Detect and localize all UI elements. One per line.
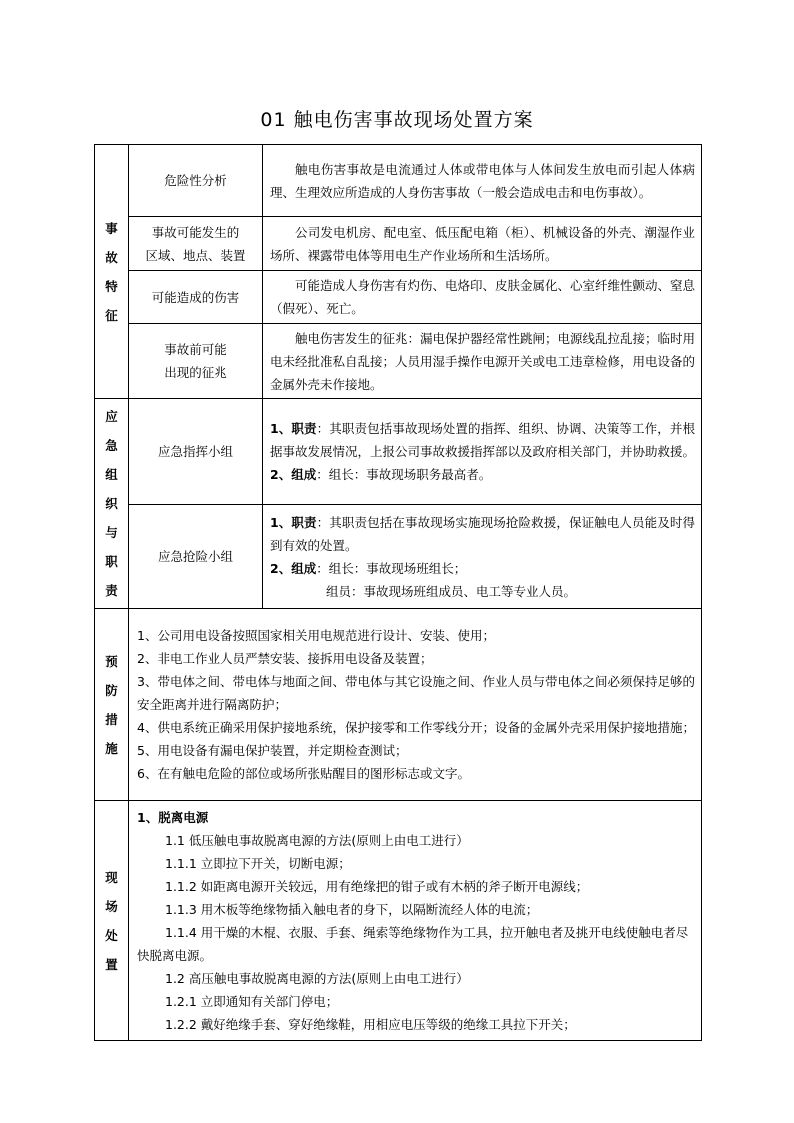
onsite-procedures [129,801,702,1041]
item-possible-locations: 事故可能发生的 区域、地点、装置 [129,217,263,271]
item-rescue-group: 应急抢险小组 [129,505,263,609]
prevention-item: 4、供电系统正确采用保护接地系统，保护接零和工作零线分开；设备的金属外壳采用保护接地措施； [137,720,695,735]
onsite-line: 1.1.4 用干燥的木棍、衣服、手套、绳索等绝缘物作为工具，拉开触电者及挑开电线使触电者尽快脱离电源。 [137,924,689,963]
prevention-item: 6、在有触电危险的部位或场所张贴醒目的图形标志或文字。 [137,766,470,781]
prevention-measures [129,609,702,801]
text-hazard-analysis: 触电伤害事故是电流通过人体或带电体与人体间发生放电而引起人体病理、生理效应所造成的人身伤害事故（一般会造成电击和电伤事故）。 [263,145,702,217]
item-command-group: 应急指挥小组 [129,399,263,505]
onsite-line: 1.1 低压触电事故脱离电源的方法(原则上由电工进行） [165,832,469,848]
prevention-item: 1、公司用电设备按照国家相关用电规范进行设计、安装、使用； [137,628,495,643]
category-prevention: 预 防 措 施 [95,609,129,801]
onsite-line: 1.2.2 戴好绝缘手套、穿好绝缘鞋，用相应电压等级的绝缘工具拉下开关； [165,1016,576,1032]
item-warning-signs: 事故前可能 出现的征兆 [129,324,263,399]
onsite-line: 1.1.3 用木板等绝缘物插入触电者的身下，以隔断流经人体的电流； [165,901,539,917]
prevention-item: 5、用电设备有漏电保护装置，并定期检查测试； [137,743,408,758]
category-onsite-handling: 现 场 处 置 [95,801,129,1041]
onsite-line: 1.2.1 立即通知有关部门停电； [165,993,339,1009]
text-warning-signs: 触电伤害发生的征兆：漏电保护器经常性跳闸；电源线乱拉乱接；临时用电未经批准私自乱接；人员用湿手操作电源开关或电工违章检修，用电设备的金属外壳未作接地。 [263,324,702,399]
onsite-heading: 1、脱离电源 [137,809,209,825]
onsite-line: 1.2 高压触电事故脱离电源的方法(原则上由电工进行） [165,970,469,986]
item-hazard-analysis: 危险性分析 [129,145,263,217]
category-accident-features: 事 故 特 征 [95,145,129,399]
prevention-item: 3、带电体之间、带电体与地面之间、带电体与其它设施之间、作业人员与带电体之间必须保持足够的安全距离并进行隔离防护； [137,674,695,712]
category-emergency-organization: 应 急 组 织 与 职 责 [95,399,129,609]
onsite-line: 1.1.2 如距离电源开关较远，用有绝缘把的钳子或有木柄的斧子断开电源线； [165,878,589,894]
document-title: 01 触电伤害事故现场处置方案 [260,109,534,131]
plan-table [94,144,702,1041]
item-possible-injuries: 可能造成的伤害 [129,271,263,324]
text-command-group: 1、职责：其职责包括事故现场处置的指挥、组织、协调、决策等工作，并根据事故发展情况，上报公司事故救援指挥部以及政府相关部门，并协助救援。 2、组成：组长：事故现场职务最高者。 [263,399,702,505]
prevention-item: 2、非电工作业人员严禁安装、接拆用电设备及装置； [137,651,433,666]
text-possible-locations: 公司发电机房、配电室、低压配电箱（柜）、机械设备的外壳、潮湿作业场所、裸露带电体等用电生产作业场所和生活场所。 [263,217,702,271]
text-possible-injuries: 可能造成人身伤害有灼伤、电烙印、皮肤金属化、心室纤维性颤动、窒息（假死）、死亡。 [263,271,702,324]
text-rescue-group: 1、职责：其职责包括在事故现场实施现场抢险救援，保证触电人员能及时得到有效的处置。 2、组成：组长：事故现场班组长； 组员：事故现场班组成员、电工等专业人员。 [263,505,702,609]
onsite-line: 1.1.1 立即拉下开关，切断电源； [165,855,351,871]
